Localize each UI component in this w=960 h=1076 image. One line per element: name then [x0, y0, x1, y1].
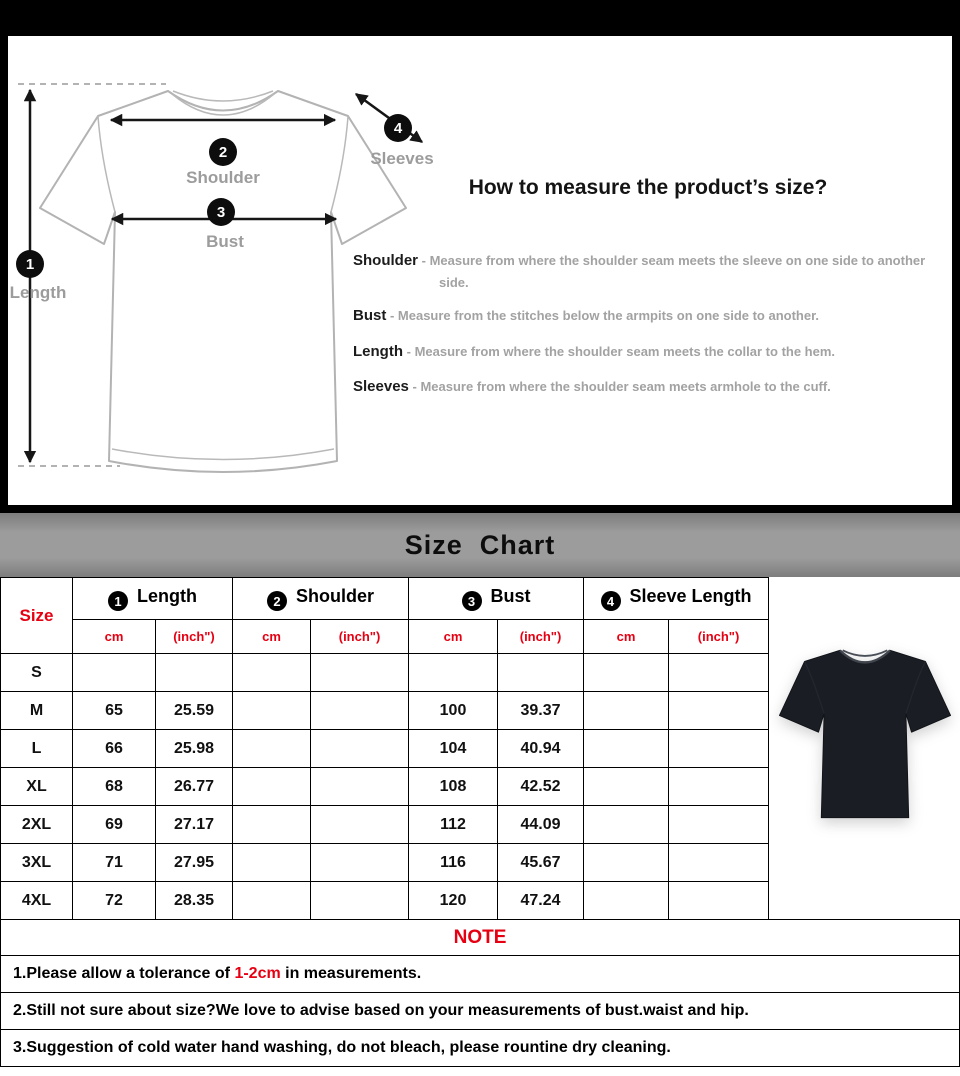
table-cell: 116: [409, 844, 498, 882]
table-cell: [669, 882, 769, 920]
instruction-length: [353, 341, 943, 364]
table-cell: [669, 768, 769, 806]
table-cell: 44.09: [498, 806, 584, 844]
length-label: Length: [9, 283, 67, 302]
column-header-shoulder: [233, 578, 409, 620]
table-cell: 72: [73, 882, 156, 920]
note-item-1: [0, 955, 960, 993]
size-chart-area: [0, 577, 960, 920]
bust-label: Bust: [206, 232, 244, 251]
column-header-sleeve-length: [584, 578, 769, 620]
black-tshirt-photo: [772, 635, 958, 833]
table-cell: 71: [73, 844, 156, 882]
instruction-label: Sleeves: [353, 378, 409, 395]
table-cell: [669, 844, 769, 882]
badge-1-icon: 1: [108, 591, 128, 611]
table-cell: 28.35: [156, 882, 233, 920]
note-text: 1.Please allow a tolerance of: [13, 965, 235, 982]
size-label: 4XL: [1, 882, 73, 920]
table-cell: [311, 844, 409, 882]
shoulder-label: Shoulder: [186, 168, 260, 187]
table-cell: [584, 692, 669, 730]
table-cell: 104: [409, 730, 498, 768]
table-cell: [498, 654, 584, 692]
instruction-shoulder: [353, 250, 943, 292]
table-header-units: [1, 620, 769, 654]
instruction-label: Bust: [353, 307, 387, 324]
unit-inch: (inch"): [156, 620, 233, 654]
table-cell: 42.52: [498, 768, 584, 806]
table-cell: [156, 654, 233, 692]
table-cell: [73, 654, 156, 692]
table-cell: 39.37: [498, 692, 584, 730]
badge-3-icon: 3: [462, 591, 482, 611]
instruction-desc: - Measure from where the shoulder seam meets the sleeve on one side to another side.: [421, 253, 926, 290]
unit-cm: cm: [73, 620, 156, 654]
table-cell: [311, 806, 409, 844]
unit-cm: cm: [584, 620, 669, 654]
note-text: 3.Suggestion of cold water hand washing, do not bleach, please rountine dry cleaning.: [13, 1039, 671, 1056]
unit-cm: cm: [233, 620, 311, 654]
badge-2-icon: 2: [267, 591, 287, 611]
size-label: L: [1, 730, 73, 768]
table-cell: 65: [73, 692, 156, 730]
table-cell: [669, 692, 769, 730]
table-cell: 108: [409, 768, 498, 806]
table-cell: [584, 654, 669, 692]
table-cell: [584, 806, 669, 844]
column-label: Shoulder: [296, 585, 375, 606]
measure-guide-text: [353, 176, 952, 412]
note-highlight: 1-2cm: [234, 965, 281, 982]
instruction-sleeves: [353, 376, 943, 399]
table-cell: 25.98: [156, 730, 233, 768]
size-label: 2XL: [1, 806, 73, 844]
table-cell: 66: [73, 730, 156, 768]
table-cell: [233, 692, 311, 730]
measure-guide-section: [0, 0, 960, 513]
unit-inch: (inch"): [498, 620, 584, 654]
table-header-groups: [1, 578, 769, 620]
badge-4-number: 4: [393, 120, 403, 137]
table-cell: 26.77: [156, 768, 233, 806]
table-cell: [584, 730, 669, 768]
column-label: Length: [137, 585, 197, 606]
table-cell: [233, 882, 311, 920]
badge-3-number: 3: [216, 204, 226, 221]
table-cell: [669, 730, 769, 768]
size-chart-table: [0, 577, 769, 920]
note-section: [0, 919, 960, 1067]
table-row: [1, 806, 769, 844]
product-photo-area: [769, 577, 960, 920]
table-row: [1, 882, 769, 920]
instruction-desc: - Measure from the stitches below the armpits on one side to another.: [389, 308, 820, 323]
table-cell: 100: [409, 692, 498, 730]
instruction-label: Length: [353, 342, 403, 360]
table-cell: [584, 768, 669, 806]
size-label: XL: [1, 768, 73, 806]
collar-back-seam: [173, 91, 273, 101]
badge-1-number: 1: [25, 256, 35, 273]
unit-inch: (inch"): [311, 620, 409, 654]
table-cell: [311, 768, 409, 806]
instruction-desc: - Measure from where the shoulder seam meets armhole to the cuff.: [412, 379, 831, 394]
size-chart-title: Size Chart: [0, 513, 960, 577]
table-cell: [233, 806, 311, 844]
badge-4-icon: 4: [601, 591, 621, 611]
table-row: [1, 730, 769, 768]
table-cell: [233, 768, 311, 806]
table-cell: 120: [409, 882, 498, 920]
size-label: M: [1, 692, 73, 730]
measure-guide-title: How to measure the product’s size?: [468, 176, 828, 199]
table-cell: 27.95: [156, 844, 233, 882]
bottom-padding: [0, 1067, 960, 1074]
size-label: 3XL: [1, 844, 73, 882]
sleeves-label: Sleeves: [370, 149, 434, 168]
table-cell: 68: [73, 768, 156, 806]
table-cell: [311, 654, 409, 692]
note-title: NOTE: [0, 919, 960, 956]
measure-instructions: [353, 250, 943, 399]
table-row: [1, 692, 769, 730]
size-label: S: [1, 654, 73, 692]
column-header-length: [73, 578, 233, 620]
table-cell: [584, 882, 669, 920]
note-text: in measurements.: [280, 965, 422, 982]
table-row: [1, 654, 769, 692]
measure-guide-panel: [8, 36, 952, 505]
table-cell: [233, 844, 311, 882]
table-row: [1, 844, 769, 882]
table-cell: 69: [73, 806, 156, 844]
badge-2-number: 2: [218, 144, 228, 161]
column-label: Bust: [490, 585, 531, 606]
table-cell: 25.59: [156, 692, 233, 730]
table-cell: 112: [409, 806, 498, 844]
unit-cm: cm: [409, 620, 498, 654]
table-cell: [311, 692, 409, 730]
note-item-2: [0, 992, 960, 1030]
table-cell: 47.24: [498, 882, 584, 920]
note-item-3: [0, 1029, 960, 1067]
table-cell: [584, 844, 669, 882]
note-text: 2.Still not sure about size?We love to advise based on your measurements of bust.waist and hip.: [13, 1002, 749, 1019]
unit-inch: (inch"): [669, 620, 769, 654]
column-header-bust: [409, 578, 584, 620]
table-cell: [311, 730, 409, 768]
instruction-bust: [353, 305, 943, 328]
table-row: [1, 768, 769, 806]
table-cell: [311, 882, 409, 920]
instruction-desc: - Measure from where the shoulder seam meets the collar to the hem.: [406, 343, 836, 359]
table-cell: [233, 654, 311, 692]
table-cell: 27.17: [156, 806, 233, 844]
table-cell: 45.67: [498, 844, 584, 882]
table-cell: 40.94: [498, 730, 584, 768]
instruction-label: Shoulder: [353, 252, 419, 269]
table-cell: [669, 654, 769, 692]
size-column-header: Size: [1, 578, 73, 654]
table-cell: [669, 806, 769, 844]
table-cell: [233, 730, 311, 768]
column-label: Sleeve Length: [629, 585, 752, 606]
table-cell: [409, 654, 498, 692]
